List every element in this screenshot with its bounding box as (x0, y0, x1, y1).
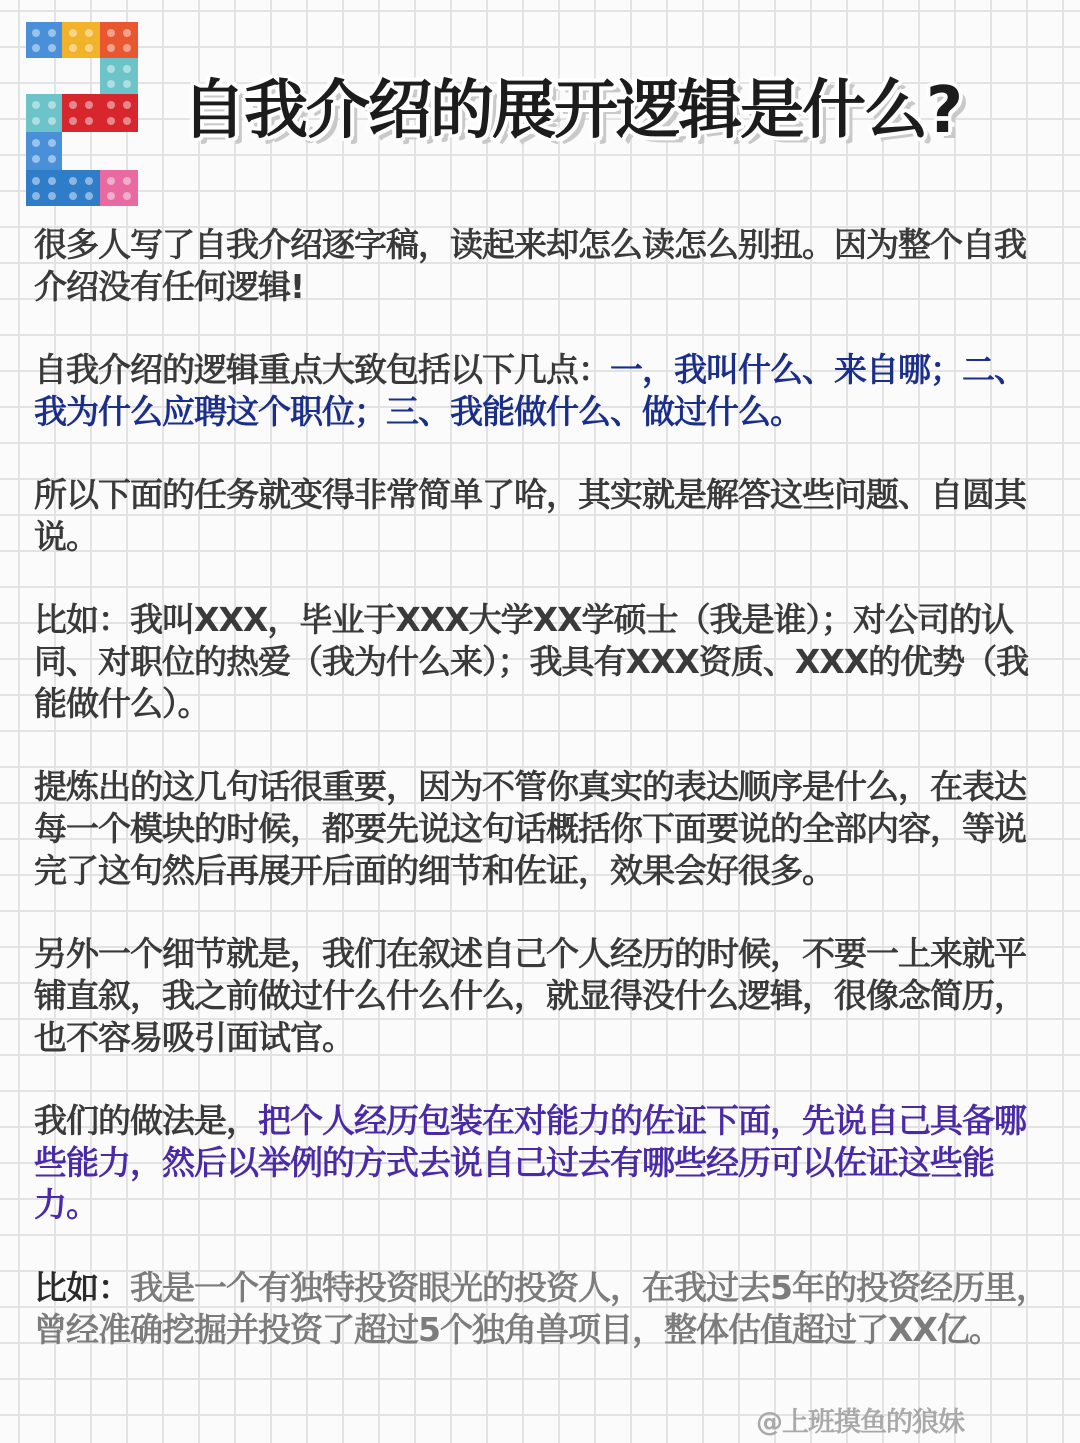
author-watermark: @上班摸鱼的狼妹 (756, 1407, 964, 1438)
example-lead: 比如： (34, 1268, 130, 1307)
example-text: 我是一个有独特投资眼光的投资人，在我过去5年的投资经历里，曾经准确挖掘并投资了超过5个独角兽项目，整体估值超过了XX亿。 (34, 1268, 1048, 1349)
paragraph-intro: 很多人写了自我介绍逐字稿，读起来却怎么读怎么别扭。因为整个自我介绍没有任何逻辑! (34, 225, 1026, 306)
method-highlight: 把个人经历包装在对能力的佐证下面，先说自己具备哪些能力，然后以举例的方式去说自己过去有哪些经历可以佐证这些能力。 (34, 1101, 1026, 1224)
article-body (34, 224, 1048, 1392)
method-lead: 我们的做法是， (34, 1101, 258, 1140)
paragraph-example-one: 比如：我叫XXX，毕业于XXX大学XX学硕士（我是谁）；对公司的认同、对职位的热爱（我为什么来）；我具有XXX资质、XXX的优势（我能做什么）。 (34, 600, 1029, 723)
logic-points-list: 一，我叫什么、来自哪；二、我为什么应聘这个职位；三、我能做什么、做过什么。 (34, 350, 1026, 431)
paragraph-task: 所以下面的任务就变得非常简单了哈，其实就是解答这些问题、自圆其说。 (34, 475, 1026, 556)
paragraph-summary-sentence: 提炼出的这几句话很重要，因为不管你真实的表达顺序是什么，在表达每一个模块的时候，都要先说这句话概括你下面要说的全部内容，等说完了这句然后再展开后面的细节和佐证，效果会好很多。 (34, 767, 1026, 890)
paragraph-detail: 另外一个细节就是，我们在叙述自己个人经历的时候，不要一上来就平铺直叙，我之前做过什么什么什么，就显得没什么逻辑，很像念简历，也不容易吸引面试官。 (34, 934, 1026, 1057)
colorful-block-number-2-logo-icon (26, 22, 138, 206)
paragraph-logic-points (34, 349, 1048, 433)
paragraph-example-two (34, 1267, 1048, 1351)
logic-points-lead: 自我介绍的逻辑重点大致包括以下几点： (34, 350, 610, 389)
page-title: 自我介绍的展开逻辑是什么? (182, 74, 962, 148)
header (26, 22, 1066, 212)
paragraph-method (34, 1100, 1048, 1226)
